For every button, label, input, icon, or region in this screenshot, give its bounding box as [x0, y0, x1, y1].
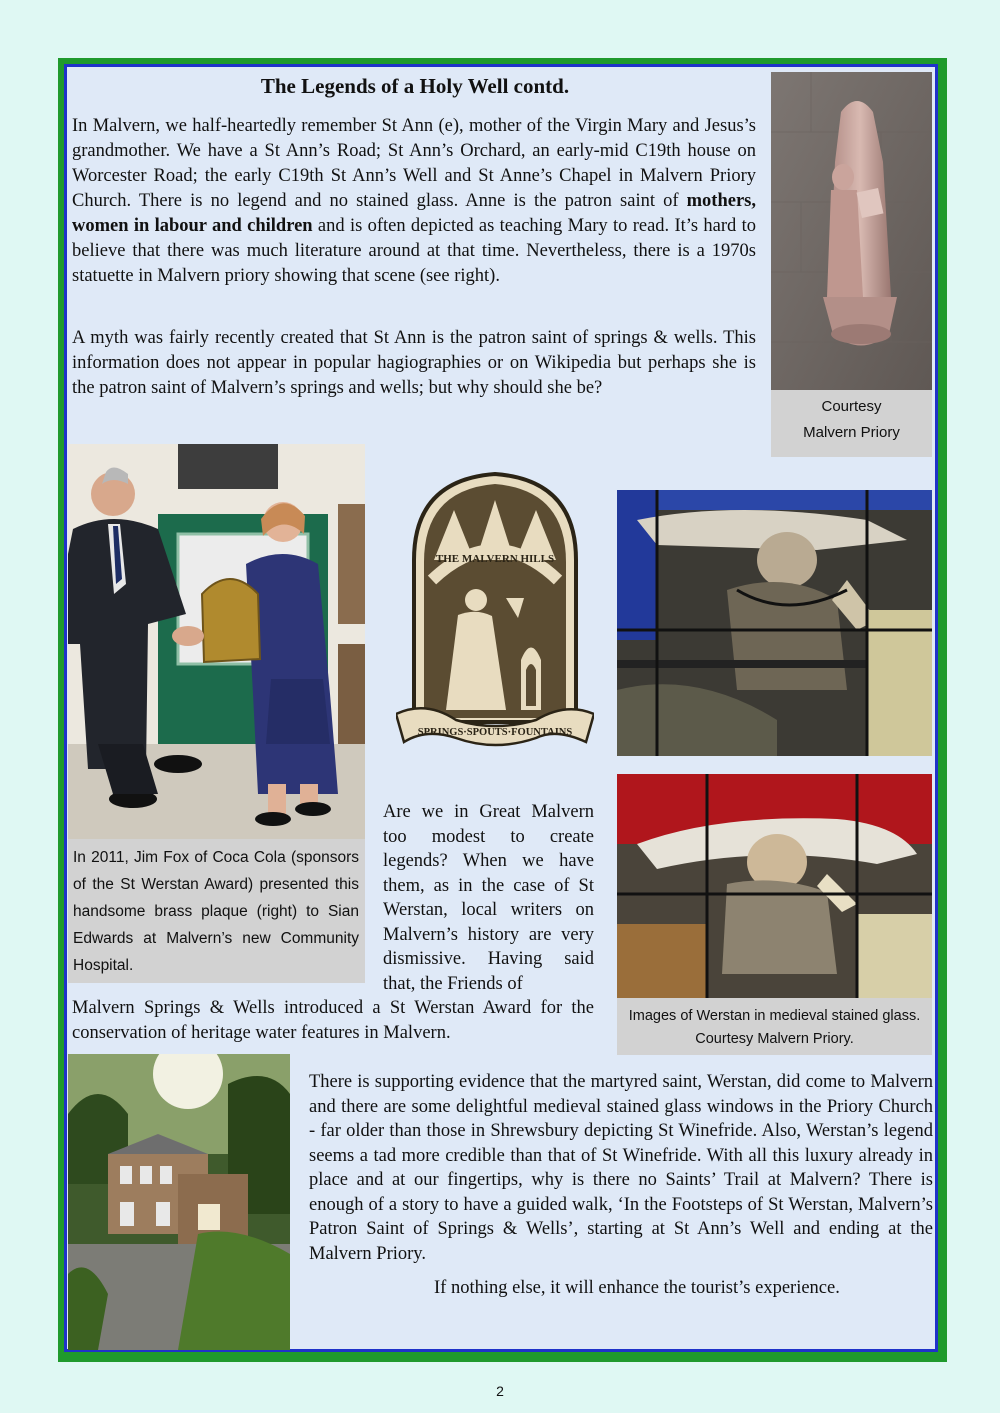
page-title: The Legends of a Holy Well contd.	[260, 74, 570, 98]
page-number: 2	[496, 1383, 504, 1399]
stained-glass-photo-1	[617, 490, 932, 756]
plaque-caption: In 2011, Jim Fox of Coca Cola (sponsors of the St Werstan Award) presented this handsome brass plaque (right) to Sian Edwards at Malvern’s new Community Hospital.	[68, 839, 365, 983]
bold-phrase: mothers, women in labour and children	[72, 191, 756, 236]
intro-paragraph-2: A myth was fairly recently created that St Ann is the patron saint of springs & wells. This information does not appear in popular hagiographies or on Wikipedia but perhaps she is the patron saint of Malvern’s springs and wells; but why should she be?	[72, 328, 756, 398]
bottom-paragraph: There is supporting evidence that the martyred saint, Werstan, did come to Malvern and there are some delightful medieval stained glass windows in the Priory Church - far older than those in Shrewsbury depicting St Winefride. Also, Werstan’s legend seems a tad more credible than that of St Winefride. With all this luxury already in place and at our fingertips, why is there no Saints’ Trail at Malvern? There is enough of a story to have a guided walk, ‘In the Footsteps of St Werstan, Malvern’s Patron Saint of Springs & Wells’, starting at St Ann’s Well and ending at the Malvern Priory.	[309, 1072, 933, 1264]
statue-photo	[771, 72, 932, 390]
statue-caption: Courtesy Malvern Priory	[771, 390, 932, 457]
stained-glass-caption: Images of Werstan in medieval stained glass. Courtesy Malvern Priory.	[617, 998, 932, 1055]
stained-glass-photo-2	[617, 774, 932, 998]
closing-line: If nothing else, it will enhance the tourist’s experience.	[434, 1278, 840, 1298]
logo-bottom-text: SPRINGS·SPOUTS·FOUNTAINS	[417, 727, 573, 738]
middle-paragraph-continued: Malvern Springs & Wells introduced a St Werstan Award for the conservation of heritage water features in Malvern.	[72, 998, 594, 1043]
malvern-hills-logo	[396, 470, 594, 752]
middle-paragraph: Are we in Great Malvern too modest to create legends? When we have them, as in the case of St Werstan, local writers on Malvern’s history are very dismissive. Having said that, the Friends of	[383, 802, 594, 994]
plaque-presentation-photo	[68, 444, 365, 839]
intro-paragraph-1: In Malvern, we half-heartedly remember St Ann (e), mother of the Virgin Mary and Jesus’s grandmother. We have a St Ann’s Road; St Ann’s Orchard, an early-mid C19th house on Worcester Road; the early C19th St Ann’s Well and St Anne’s Chapel in Malvern Priory Church. There is no legend and no stained glass. Anne is the patron saint of mothers, women in labour and children and is often depicted as teaching Mary to read. It’s hard to believe that there was much literature around at that time. Nevertheless, there is a 1970s statuette in Malvern priory showing that scene (see right).	[72, 116, 757, 286]
logo-top-text: THE MALVERN HILLS	[435, 553, 555, 565]
st-anns-well-photo	[68, 1054, 290, 1350]
